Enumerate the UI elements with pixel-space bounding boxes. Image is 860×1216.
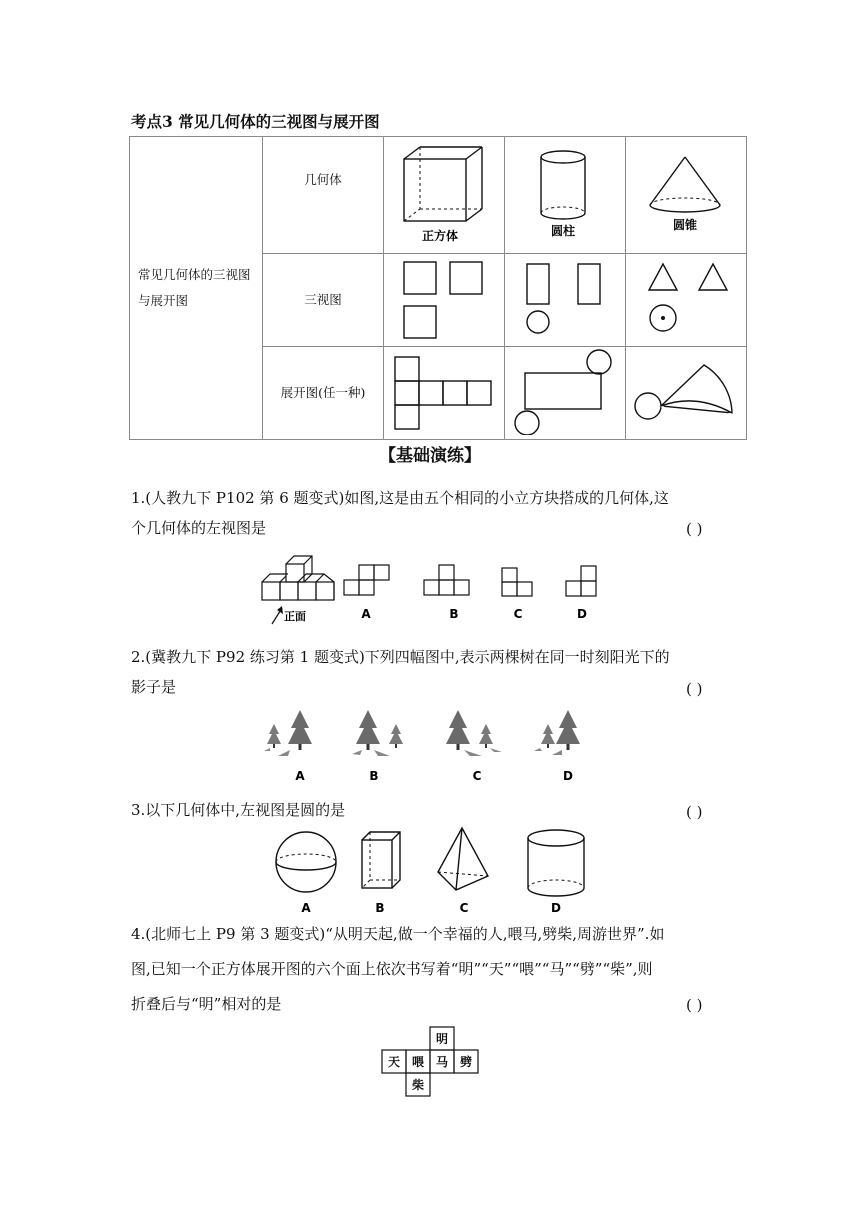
q1-front-label: 正面 [284, 610, 306, 623]
q3-line-1: 3.以下几何体中,左视图是圆的是 [131, 801, 346, 819]
label-net: 展开图(任一种) [280, 385, 366, 400]
net-face-pi: 劈 [459, 1055, 473, 1069]
label-solid: 几何体 [304, 172, 342, 187]
q1-line-1: 1.(人教九下 P102 第 6 题变式)如图,这是由五个相同的小立方块搭成的几何体,这 [131, 489, 669, 507]
cylinder-net-cell [505, 347, 626, 440]
cube-cell [384, 137, 505, 254]
q2-answer-paren[interactable]: ( ) [686, 680, 703, 698]
row-header-cell [130, 137, 263, 440]
q4-line-1: 4.(北师七上 P9 第 3 题变式)“从明天起,做一个幸福的人,喂马,劈柴,周游世界”.如 [131, 925, 665, 943]
label-cell-net [263, 347, 384, 440]
q3-option-b-figure [362, 832, 400, 888]
label-cell-views [263, 254, 384, 347]
q4-net-figure [378, 1026, 482, 1098]
q1-option-d-label[interactable]: D [577, 607, 587, 621]
q1-line-2: 个几何体的左视图是 [131, 519, 267, 537]
cylinder-views-figure [505, 254, 625, 342]
q4-line-3: 折叠后与“明”相对的是 [131, 995, 282, 1013]
cube-net-figure [384, 347, 504, 435]
q2-option-b-label[interactable]: B [369, 769, 379, 783]
q1-option-b-figure [424, 565, 469, 595]
q4-line-2: 图,已知一个正方体展开图的六个面上依次书写着“明”“天”“喂”“马”“劈”“柴”,则 [131, 960, 653, 978]
q1-option-c-figure [502, 568, 532, 596]
net-face-wei: 喂 [411, 1055, 425, 1069]
cylinder-net-figure [505, 347, 625, 435]
label-cell-solid [263, 137, 384, 254]
q3-option-c-label[interactable]: C [459, 901, 469, 915]
q1-option-c-label[interactable]: C [513, 607, 523, 621]
q2-option-a-figure [264, 710, 312, 756]
cylinder-views-cell [505, 254, 626, 347]
q2-figure [262, 706, 602, 786]
cone-label: 圆锥 [672, 218, 698, 232]
cube-views-cell [384, 254, 505, 347]
q2-option-c-figure [446, 710, 502, 756]
q2-option-a-label[interactable]: A [295, 769, 305, 783]
q1-option-a-label[interactable]: A [361, 607, 371, 621]
q1-answer-paren[interactable]: ( ) [686, 520, 703, 538]
net-face-chai: 柴 [411, 1078, 425, 1092]
q3-option-b-label[interactable]: B [375, 901, 385, 915]
q1-option-b-label[interactable]: B [449, 607, 459, 621]
row-header-text: 常见几何体的三视图与展开图 [138, 267, 251, 308]
q1-option-d-figure [566, 566, 596, 596]
q4-answer-paren[interactable]: ( ) [686, 996, 703, 1014]
q3-figure [266, 824, 596, 918]
q3-option-a-label[interactable]: A [301, 901, 311, 915]
cone-views-cell [626, 254, 747, 347]
q1-solid [262, 556, 334, 600]
cone-net-figure [626, 347, 746, 435]
cone-cell [626, 137, 747, 254]
q1-figure [256, 548, 616, 626]
label-views: 三视图 [304, 292, 342, 307]
q3-option-c-figure [438, 828, 488, 890]
cone-net-cell [626, 347, 747, 440]
subtitle: 【基础演练】 [379, 446, 481, 466]
q1-option-a-figure [344, 565, 389, 595]
cylinder-label: 圆柱 [550, 224, 576, 238]
net-face-ming: 明 [435, 1032, 449, 1046]
solids-table [129, 136, 747, 440]
cube-figure [384, 137, 504, 249]
q3-answer-paren[interactable]: ( ) [686, 803, 703, 821]
cylinder-cell [505, 137, 626, 254]
q2-line-1: 2.(冀教九下 P92 练习第 1 题变式)下列四幅图中,表示两棵树在同一时刻阳光下的 [131, 648, 670, 666]
section-title: 考点3 常见几何体的三视图与展开图 [131, 112, 380, 131]
cylinder-figure [505, 137, 625, 249]
cube-net-cell [384, 347, 505, 440]
cone-figure [626, 137, 746, 249]
net-face-ma: 马 [435, 1055, 449, 1069]
q2-option-c-label[interactable]: C [472, 769, 482, 783]
q2-option-b-figure [352, 710, 403, 756]
cone-views-figure [626, 254, 746, 342]
cube-views-figure [384, 254, 504, 342]
q3-option-d-label[interactable]: D [551, 901, 561, 915]
q2-option-d-figure [534, 710, 580, 755]
cube-label: 正方体 [421, 229, 459, 243]
q3-option-a-figure [276, 832, 336, 892]
q2-option-d-label[interactable]: D [563, 769, 573, 783]
net-face-tian: 天 [387, 1055, 401, 1069]
q2-line-2: 影子是 [131, 678, 177, 696]
q3-option-d-figure [528, 830, 584, 896]
